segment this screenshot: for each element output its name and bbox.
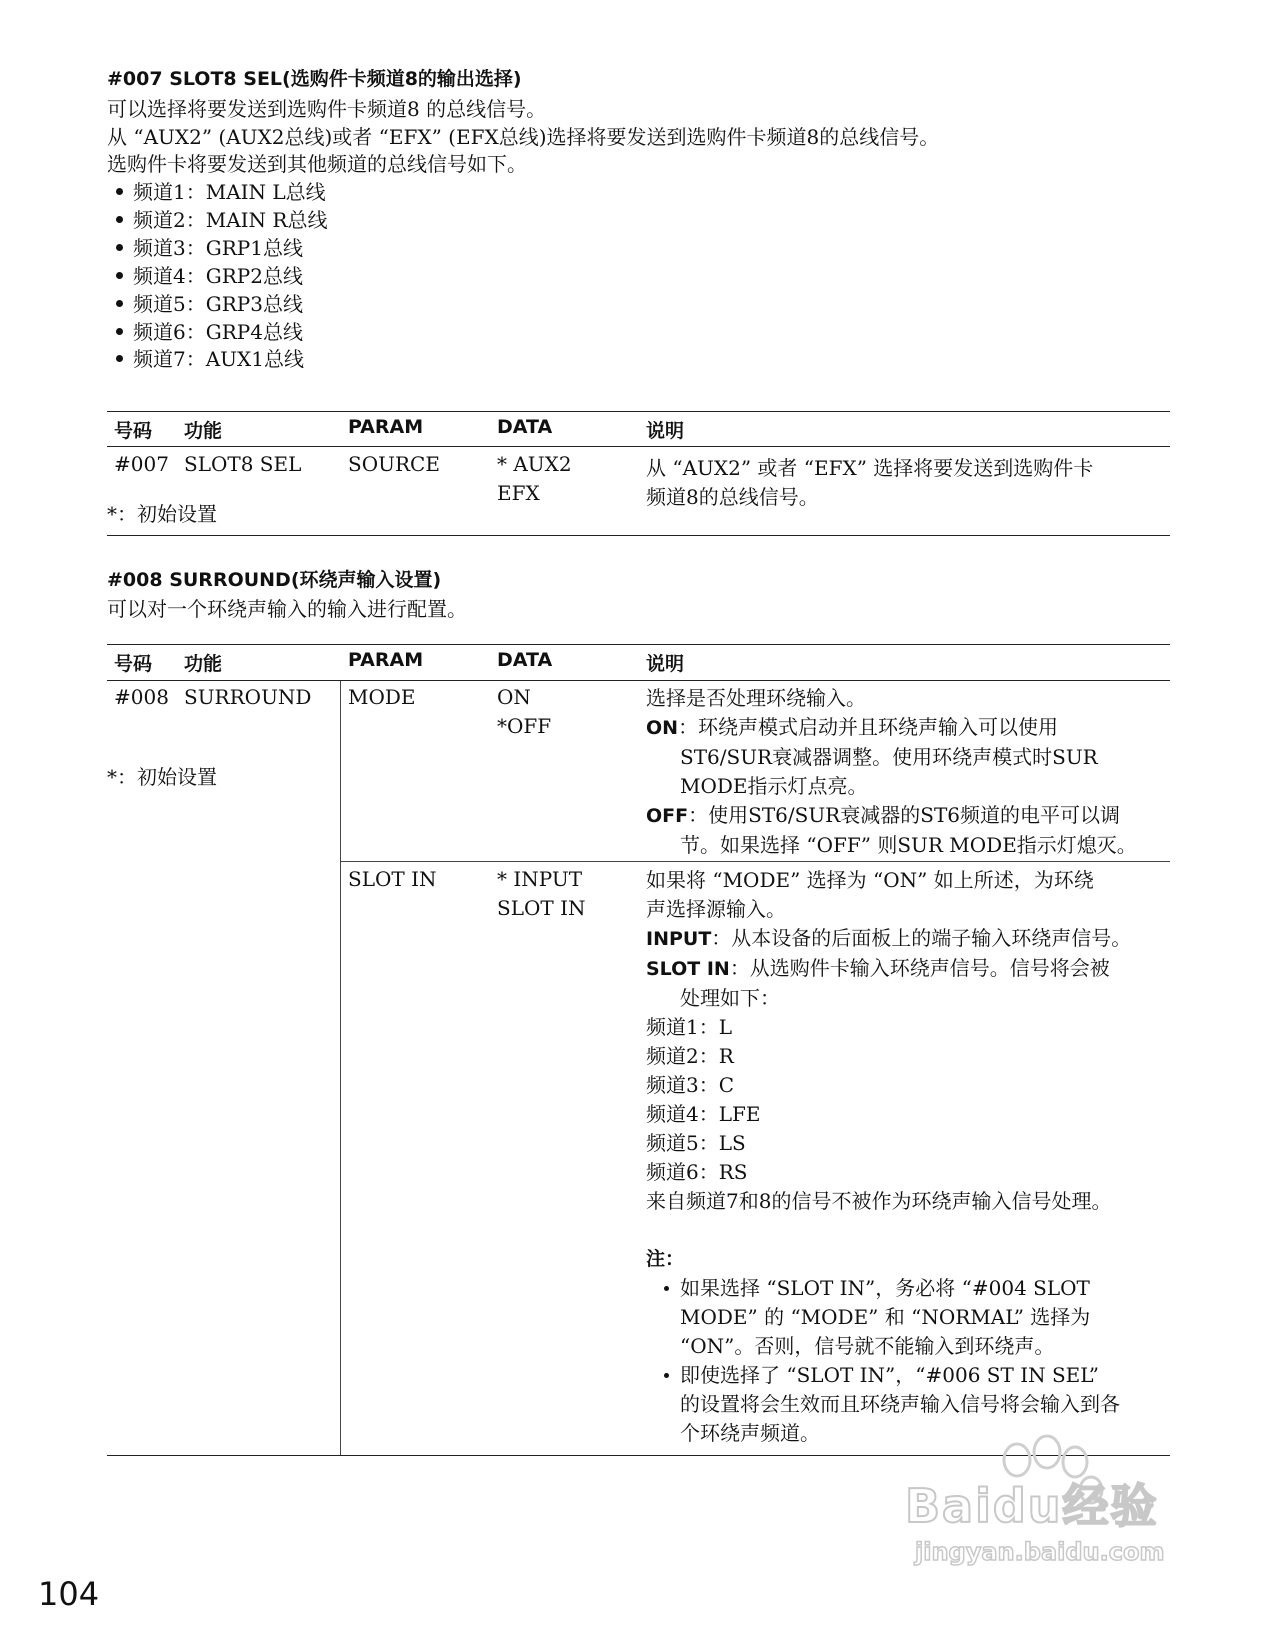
note-title: 注： [646, 1248, 685, 1270]
desc-line: 节。如果选择 “OFF” 则SUR MODE指示灯熄灭。 [680, 833, 1137, 857]
list-item [116, 343, 304, 372]
table2-header-param: PARAM [348, 649, 424, 671]
section-008-para-1: 可以对一个环绕声输入的输入进行配置。 [107, 597, 467, 621]
bullet-icon [116, 355, 123, 362]
desc-line: 选择是否处理环绕输入。 [646, 686, 866, 710]
table2-num: #008 [114, 685, 169, 709]
table1-desc-1: 从 “AUX2” 或者 “EFX” 选择将要发送到选购件卡 [646, 456, 1094, 480]
table2-row2-data-1: * INPUT [497, 867, 583, 891]
table2-row1-data-2: *OFF [497, 714, 552, 738]
desc-text: ：环绕声模式启动并且环绕声输入可以使用 [678, 715, 1059, 739]
table1-data-1: * AUX2 [497, 452, 572, 476]
table1-header-num: 号码 [114, 420, 153, 442]
watermark-logo-text: Baidu经验 [905, 1479, 1159, 1533]
keyword-off: OFF [646, 805, 689, 827]
keyword-slot-in: SLOT IN [646, 958, 730, 980]
desc-line: 处理如下： [680, 986, 780, 1010]
table2-header-func: 功能 [184, 653, 223, 675]
list-item [116, 232, 303, 261]
desc-line: ST6/SUR衰减器调整。使用环绕声模式时SUR [680, 745, 1098, 769]
table1-func: SLOT8 SEL [184, 452, 302, 476]
watermark-url: jingyan.baidu.com [915, 1538, 1165, 1566]
desc-text: ：使用ST6/SUR衰减器的ST6频道的电平可以调 [688, 803, 1121, 827]
list-item-text: 频道2：MAIN R总线 [133, 208, 328, 232]
table2-row2-param: SLOT IN [348, 867, 437, 891]
list-item-text: 频道7：AUX1总线 [133, 347, 304, 371]
section-007-heading: #007 SLOT8 SEL(选购件卡频道8的输出选择) [107, 68, 522, 90]
table2-row2-description [646, 866, 1176, 1448]
channel-item: 频道6：RS [646, 1160, 748, 1184]
table2-header-desc: 说明 [646, 653, 685, 675]
keyword-input: INPUT [646, 928, 712, 950]
table2-header-data: DATA [497, 649, 553, 671]
section-007-para-3: 选购件卡将要发送到其他频道的总线信号如下。 [107, 152, 527, 176]
note-line: MODE” 的 “MODE” 和 “NORMAL” 选择为 [680, 1305, 1091, 1329]
table1-num: #007 [114, 452, 169, 476]
desc-line [646, 924, 1176, 954]
note-line: 的设置将会生效而且环绕声输入信号将会输入到各 [680, 1392, 1120, 1416]
desc-line [646, 713, 1176, 743]
note-line: 个环绕声频道。 [680, 1421, 820, 1445]
table1-footnote: *：初始设置 [107, 502, 217, 526]
table1-header-func: 功能 [184, 420, 223, 442]
table2-row1-data-1: ON [497, 685, 531, 709]
table2-func: SURROUND [184, 685, 312, 709]
table1-desc-2: 频道8的总线信号。 [646, 485, 819, 509]
desc-line: 如果将 “MODE” 选择为 “ON” 如上所述，为环绕 [646, 868, 1094, 892]
table2-row1-param: MODE [348, 685, 416, 709]
note-line: “ON”。否则，信号就不能输入到环绕声。 [680, 1334, 1055, 1358]
list-item-text: 频道5：GRP3总线 [133, 292, 303, 316]
list-item-text: 频道1：MAIN L总线 [133, 180, 326, 204]
bullet-icon [116, 188, 123, 195]
channel-item: 频道5：LS [646, 1131, 746, 1155]
table1-header-param: PARAM [348, 416, 424, 438]
table2-row2-data-2: SLOT IN [497, 896, 586, 920]
table2-column-divider [340, 681, 341, 1455]
section-007-para-2: 从 “AUX2” (AUX2总线)或者 “EFX” (EFX总线)选择将要发送到选购件卡频道8的总线信号。 [107, 125, 940, 149]
note-item [646, 1274, 1176, 1361]
baidu-watermark [905, 1430, 1205, 1580]
desc-line: 来自频道7和8的信号不被作为环绕声输入信号处理。 [646, 1189, 1112, 1213]
table1-bottom-rule [107, 535, 1170, 536]
channel-item: 频道4：LFE [646, 1102, 761, 1126]
table2-row-divider [340, 861, 1170, 862]
list-item [116, 260, 303, 289]
note-line: 如果选择 “SLOT IN”，务必将 “#004 SLOT [680, 1276, 1090, 1300]
list-item [116, 204, 327, 233]
table1-header-desc: 说明 [646, 420, 685, 442]
keyword-on: ON [646, 717, 679, 739]
bullet-icon [116, 216, 123, 223]
note-line: 即使选择了 “SLOT IN”，“#006 ST IN SEL” [680, 1363, 1099, 1387]
list-item [116, 176, 326, 205]
desc-line: 声选择源输入。 [646, 897, 786, 921]
desc-text: ：从本设备的后面板上的端子输入环绕声信号。 [711, 926, 1132, 950]
bullet-icon [116, 300, 123, 307]
table2-header-num: 号码 [114, 653, 153, 675]
table1-header-rule [107, 446, 1170, 447]
section-007-para-1: 可以选择将要发送到选购件卡频道8 的总线信号。 [107, 97, 547, 121]
table2-row1-description [646, 684, 1176, 860]
desc-line [646, 954, 1176, 984]
bullet-icon [116, 328, 123, 335]
list-item-text: 频道4：GRP2总线 [133, 264, 303, 288]
list-item-text: 频道3：GRP1总线 [133, 236, 303, 260]
channel-item: 频道2：R [646, 1044, 734, 1068]
table1-header-data: DATA [497, 416, 553, 438]
list-item [116, 316, 303, 345]
table1-top-rule [107, 411, 1170, 412]
page-number: 104 [38, 1575, 100, 1613]
desc-text: ：从选购件卡输入环绕声信号。信号将会被 [729, 956, 1110, 980]
bullet-icon [664, 1286, 669, 1291]
bullet-icon [664, 1373, 669, 1378]
table1-param: SOURCE [348, 452, 440, 476]
desc-line: MODE指示灯点亮。 [680, 774, 868, 798]
bullet-icon [116, 272, 123, 279]
bullet-icon [116, 244, 123, 251]
table2-top-rule [107, 644, 1170, 645]
table2-footnote: *：初始设置 [107, 765, 217, 789]
list-item [116, 288, 303, 317]
desc-line [646, 801, 1176, 831]
table1-data-2: EFX [497, 481, 540, 505]
channel-item: 频道3：C [646, 1073, 735, 1097]
channel-item: 频道1：L [646, 1015, 733, 1039]
section-008-heading: #008 SURROUND(环绕声输入设置) [107, 569, 442, 591]
list-item-text: 频道6：GRP4总线 [133, 320, 303, 344]
table2-header-rule [107, 680, 1170, 681]
